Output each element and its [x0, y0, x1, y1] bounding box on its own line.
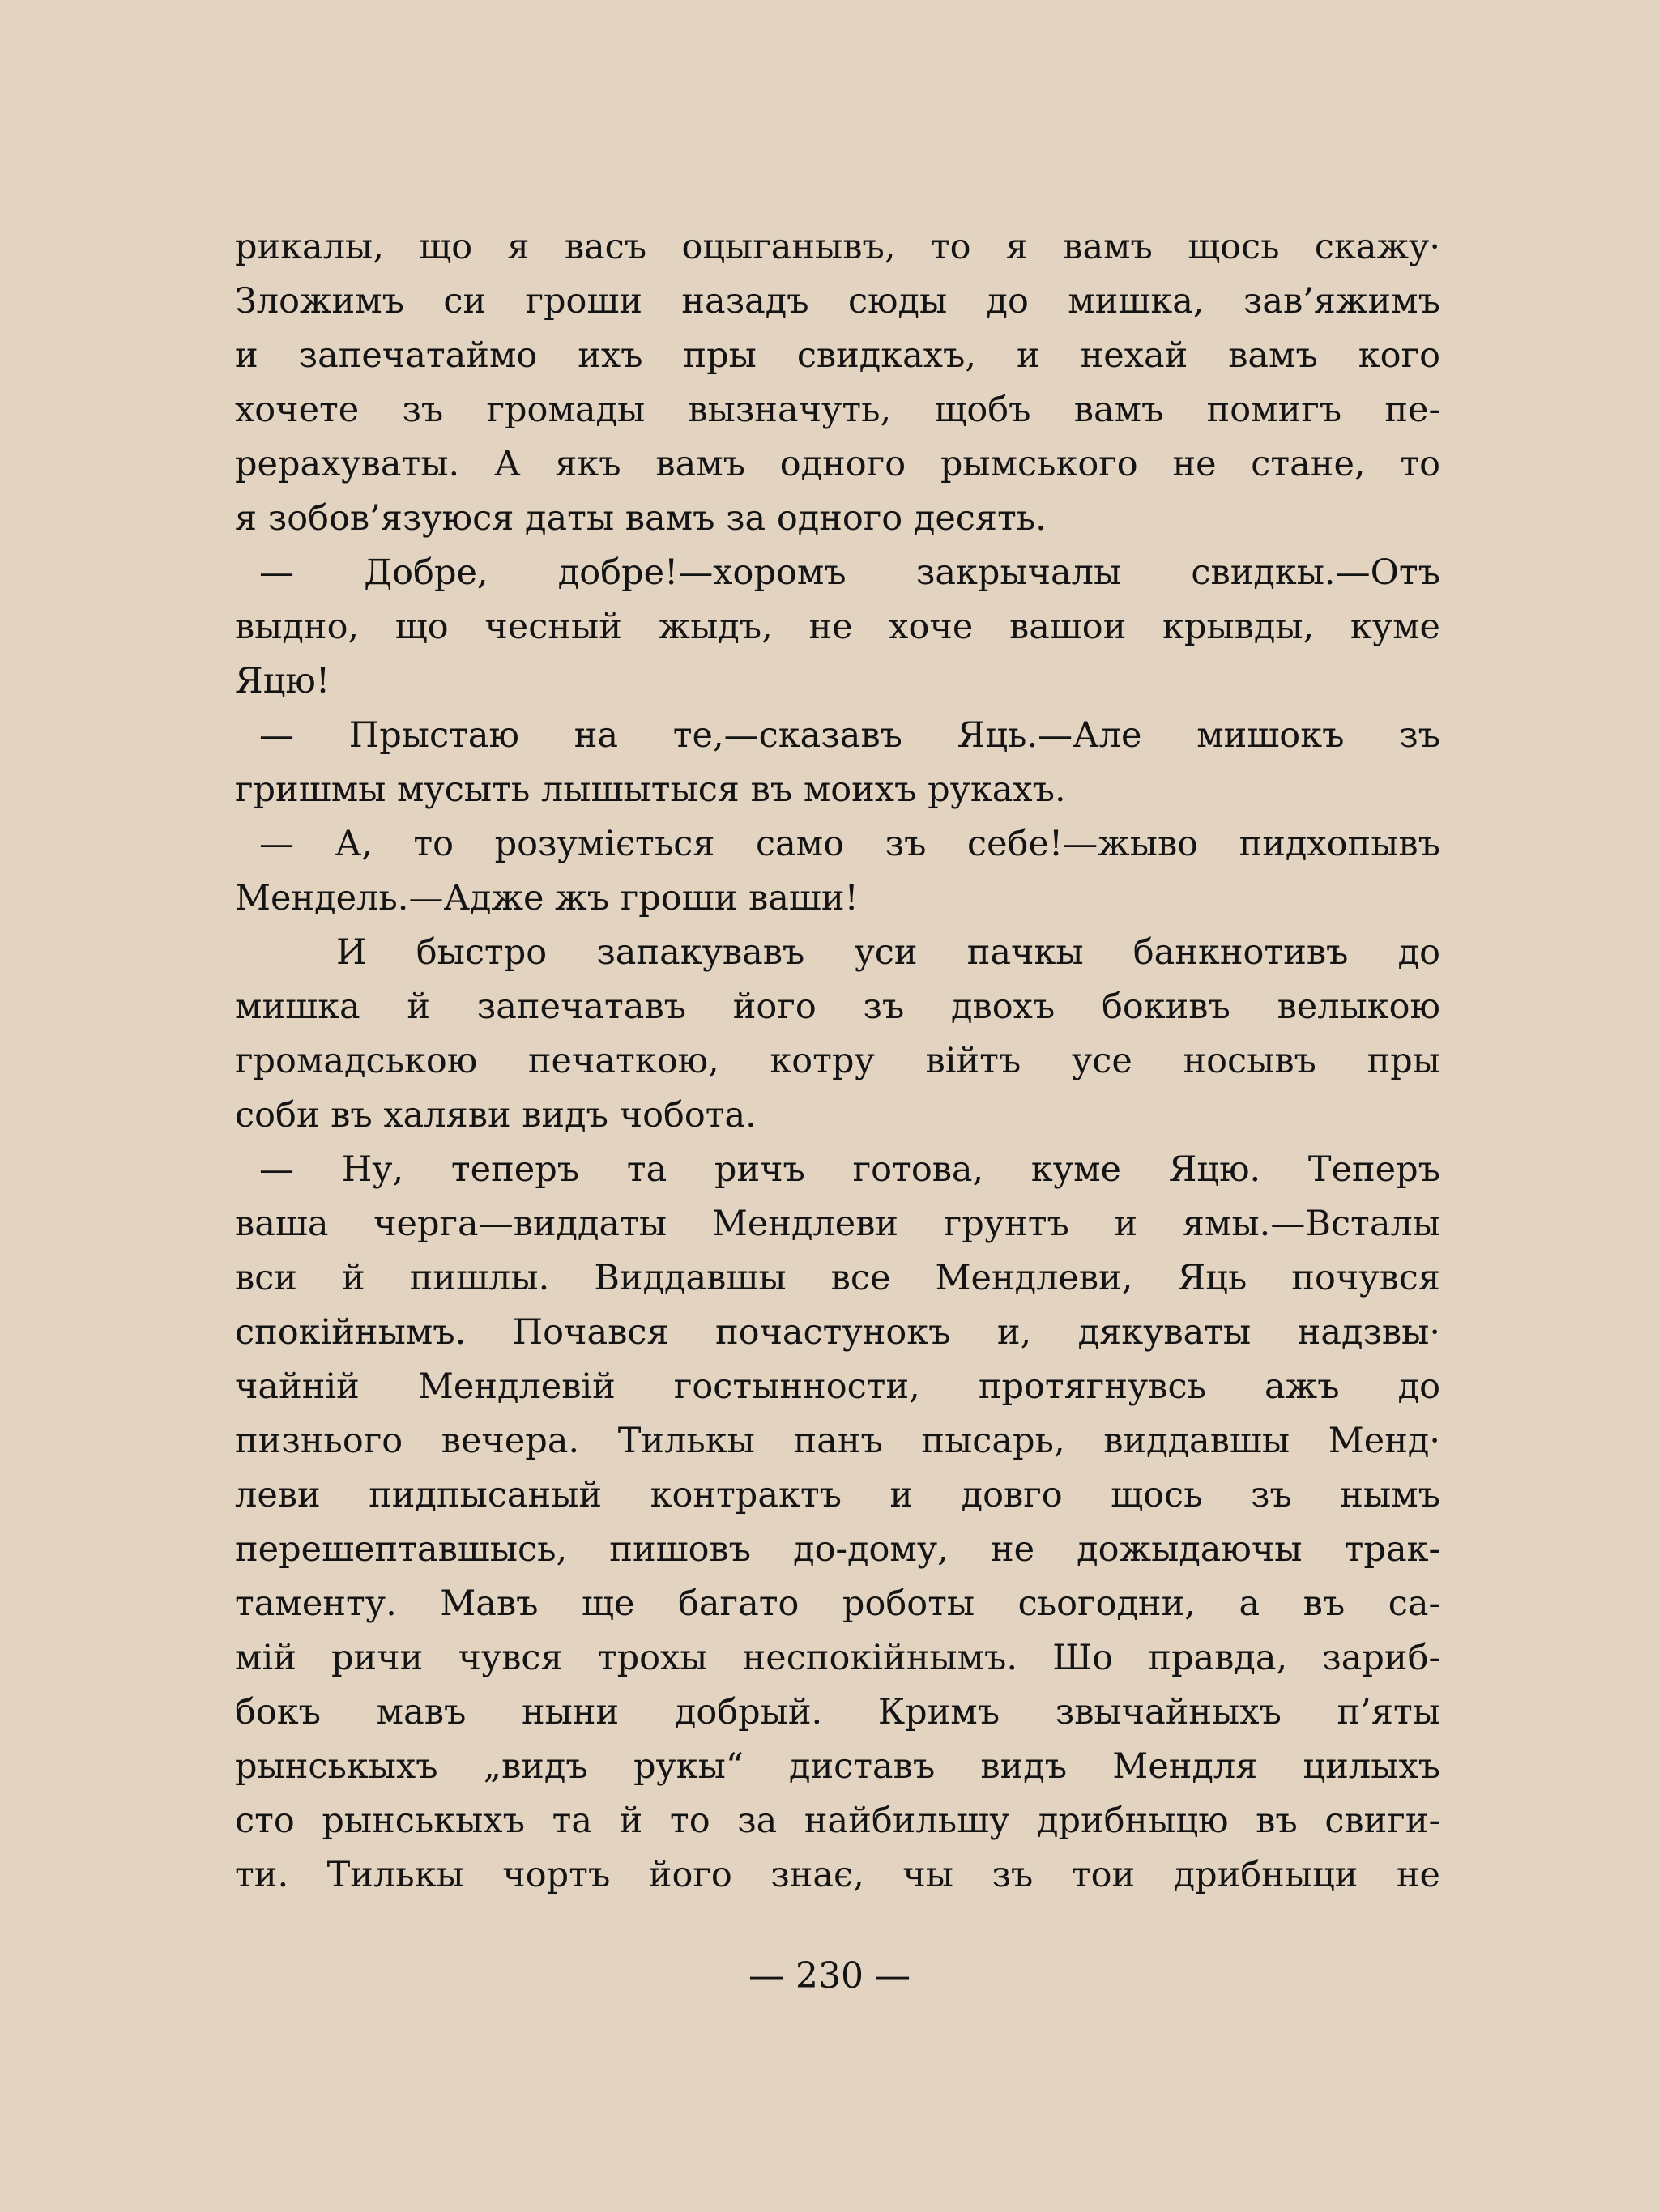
- text-line: Мендель.—Адже жъ гроши ваши!: [235, 878, 859, 918]
- text-line: сто рынськыхъ та й то за найбильшу дрибныцю въ свиги-: [235, 1801, 1440, 1841]
- text-line: спокійнымъ. Почався почастунокъ и, дякуваты надзвы·: [235, 1312, 1440, 1353]
- text-line: чайній Мендлевій гостынности, протягнувсь ажъ до: [235, 1366, 1440, 1407]
- text-line: и запечатаймо ихъ пры свидкахъ, и нехай вамъ кого: [235, 335, 1440, 376]
- text-line: — Ну, теперъ та ричъ готова, куме Яцю. Теперъ: [259, 1149, 1440, 1190]
- text-line: гришмы мусыть лышытыся въ моихъ рукахъ.: [235, 769, 1066, 810]
- text-line: соби въ халяви видъ чобота.: [235, 1095, 757, 1136]
- text-line: мишка й запечатавъ його зъ двохъ бокивъ велыкою: [235, 987, 1440, 1027]
- text-line: пизнього вечера. Тилькы панъ пысарь, виддавшы Менд·: [235, 1421, 1440, 1461]
- text-line: рерахуваты. А якъ вамъ одного рымського не стане, то: [235, 444, 1440, 484]
- text-line: И быстро запакувавъ уси пачкы банкнотивъ до: [336, 932, 1440, 973]
- text-line: Яцю!: [235, 661, 331, 701]
- text-line: рикалы, що я васъ оцыганывъ, то я вамъ щось скажу·: [235, 227, 1440, 267]
- text-line: выдно, що чесный жыдъ, не хоче вашои крывды, куме: [235, 607, 1440, 647]
- text-line: Зложимъ си гроши назадъ сюды до мишка, зав’яжимъ: [235, 281, 1440, 322]
- text-line: перешептавшысь, пишовъ до-дому, не дожыдаючы трак-: [235, 1529, 1440, 1570]
- text-line: — Добре, добре!—хоромъ закрычалы свидкы.—Отъ: [259, 552, 1440, 593]
- text-line: таменту. Мавъ ще багато роботы сьогодни, а въ са-: [235, 1583, 1440, 1624]
- text-line: ваша черга—виддаты Мендлеви грунтъ и ямы.—Всталы: [235, 1204, 1440, 1244]
- text-line: ти. Тилькы чортъ його знає, чы зъ тои дрибныци не: [235, 1855, 1440, 1895]
- text-line: рынськыхъ „видъ рукы“ диставъ видъ Мендля цилыхъ: [235, 1746, 1440, 1787]
- text-line: — Прыстаю на те,—сказавъ Яць.—Але мишокъ зъ: [259, 715, 1440, 756]
- text-line: — А, то розуміється само зъ себе!—жыво пидхопывъ: [259, 824, 1440, 864]
- text-line: я зобов’язуюся даты вамъ за одного десять.: [235, 498, 1047, 539]
- text-line: бокъ мавъ ныни добрый. Кримъ звычайныхъ п’яты: [235, 1692, 1440, 1733]
- body-text: [235, 220, 1440, 1903]
- page-number: — 230 —: [748, 1955, 911, 1997]
- text-line: хочете зъ громады вызначуть, щобъ вамъ помигъ пе-: [235, 390, 1440, 430]
- text-line: мій ричи чувся трохы неспокійнымъ. Шо правда, зариб-: [235, 1638, 1440, 1678]
- text-line: леви пидпысаный контрактъ и довго щось зъ нымъ: [235, 1475, 1440, 1515]
- text-line: вси й пишлы. Виддавшы все Мендлеви, Яць почувся: [235, 1258, 1440, 1298]
- text-line: громадською печаткою, котру війтъ усе носывъ пры: [235, 1041, 1440, 1081]
